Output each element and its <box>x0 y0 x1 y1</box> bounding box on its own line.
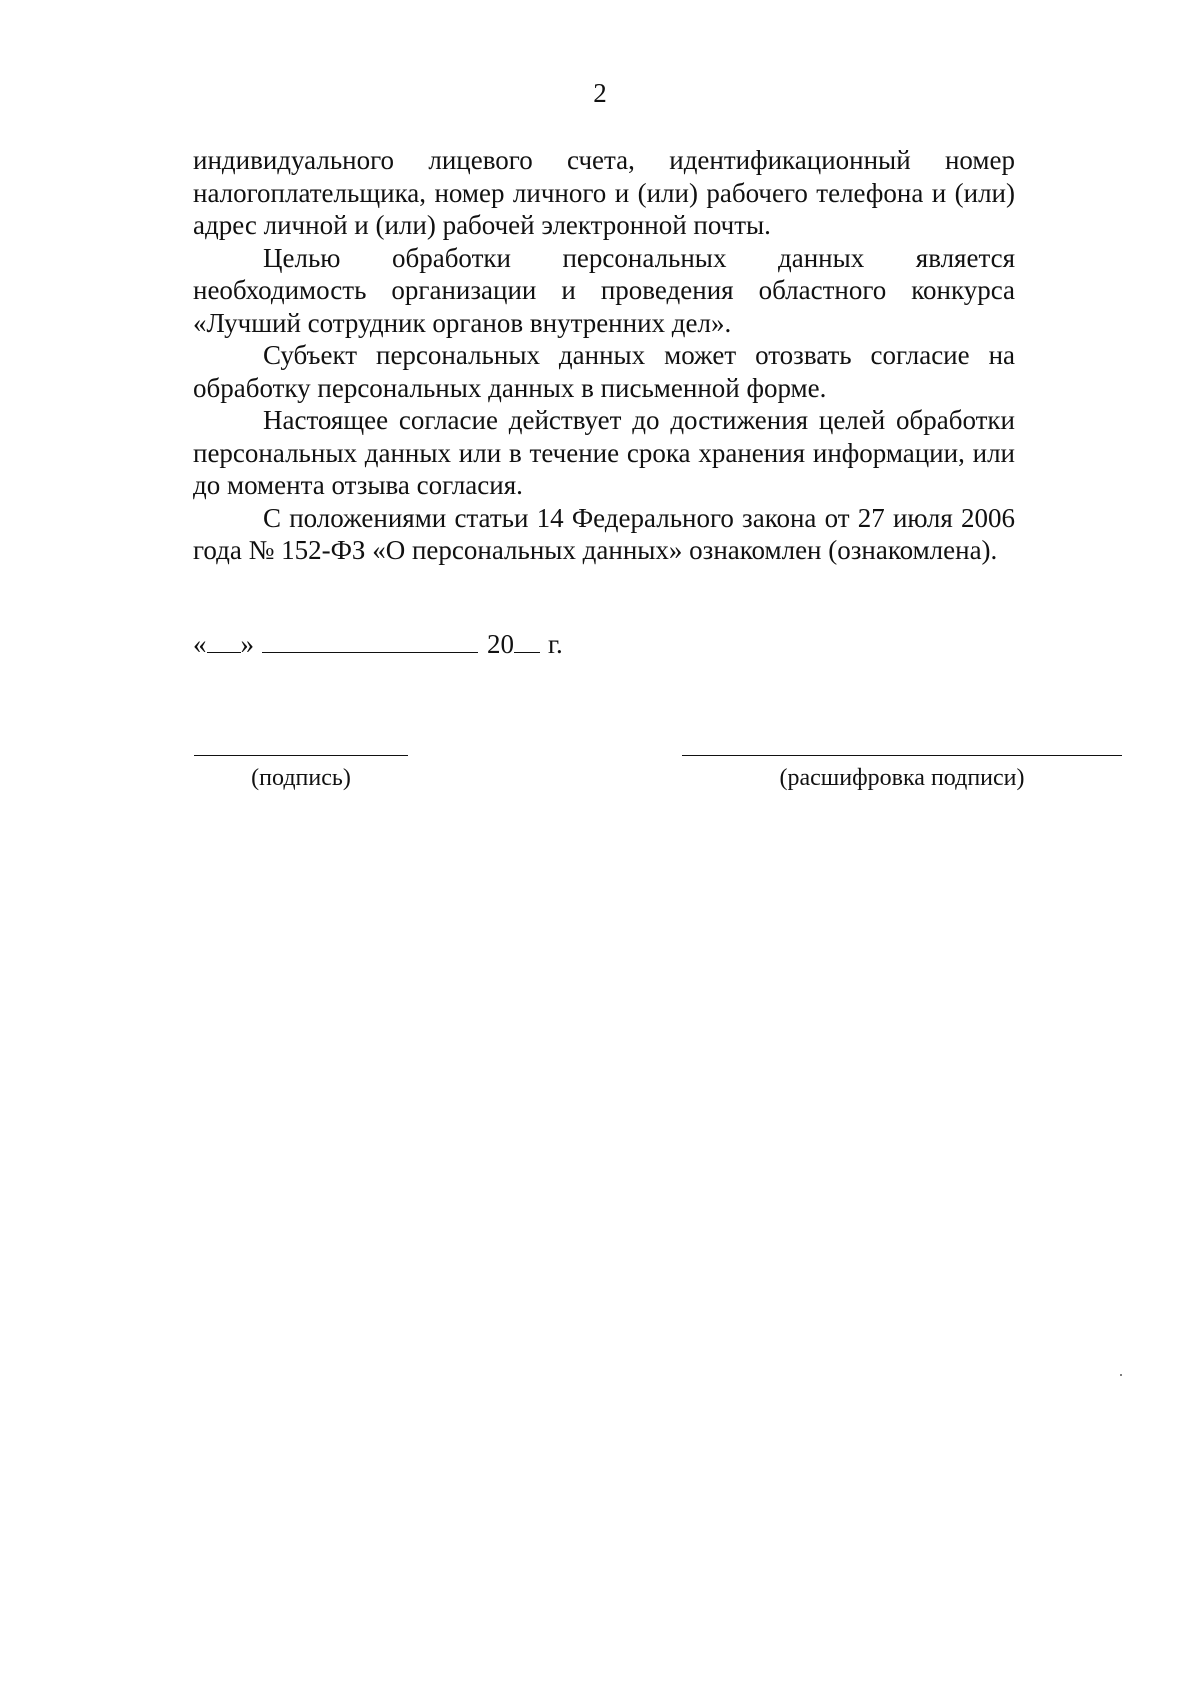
date-close-quote: » <box>240 629 254 659</box>
signature-transcript-caption: (расшифровка подписи) <box>779 765 1025 791</box>
page-number: 2 <box>593 78 607 108</box>
document-body <box>193 144 1015 567</box>
month-blank <box>262 630 478 653</box>
signature-line <box>194 755 408 756</box>
year-suffix: г. <box>548 629 563 659</box>
signature-transcript-line <box>682 755 1122 756</box>
day-blank <box>207 630 241 653</box>
year-blank <box>514 630 540 653</box>
signature-caption: (подпись) <box>251 765 351 791</box>
paragraph-personal-data-list: индивидуального лицевого счета, идентификационный номер налогоплательщика, номер личного и (или) рабочего телефона и (или) адрес личной и (или) рабочей электронной почты. <box>193 145 1015 240</box>
date-field <box>193 628 563 660</box>
paragraph-law-acknowledgement: С положениями статьи 14 Федерального закона от 27 июля 2006 года № 152-ФЗ «О персональных данных» ознакомлен (ознакомлена). <box>193 502 1015 565</box>
paragraph-consent-withdrawal: Субъект персональных данных может отозвать согласие на обработку персональных данных в письменной форме. <box>193 340 1015 403</box>
paragraph-processing-purpose: Целью обработки персональных данных является необходимость организации и проведения областного конкурса «Лучший сотрудник органов внутренних дел». <box>193 242 1015 338</box>
year-prefix: 20 <box>487 629 514 659</box>
paragraph-consent-validity: Настоящее согласие действует до достижения целей обработки персональных данных или в течение срока хранения информации, или до момента отзыва согласия. <box>193 405 1015 500</box>
date-open-quote: « <box>193 629 207 659</box>
scan-speck <box>1120 1374 1122 1376</box>
